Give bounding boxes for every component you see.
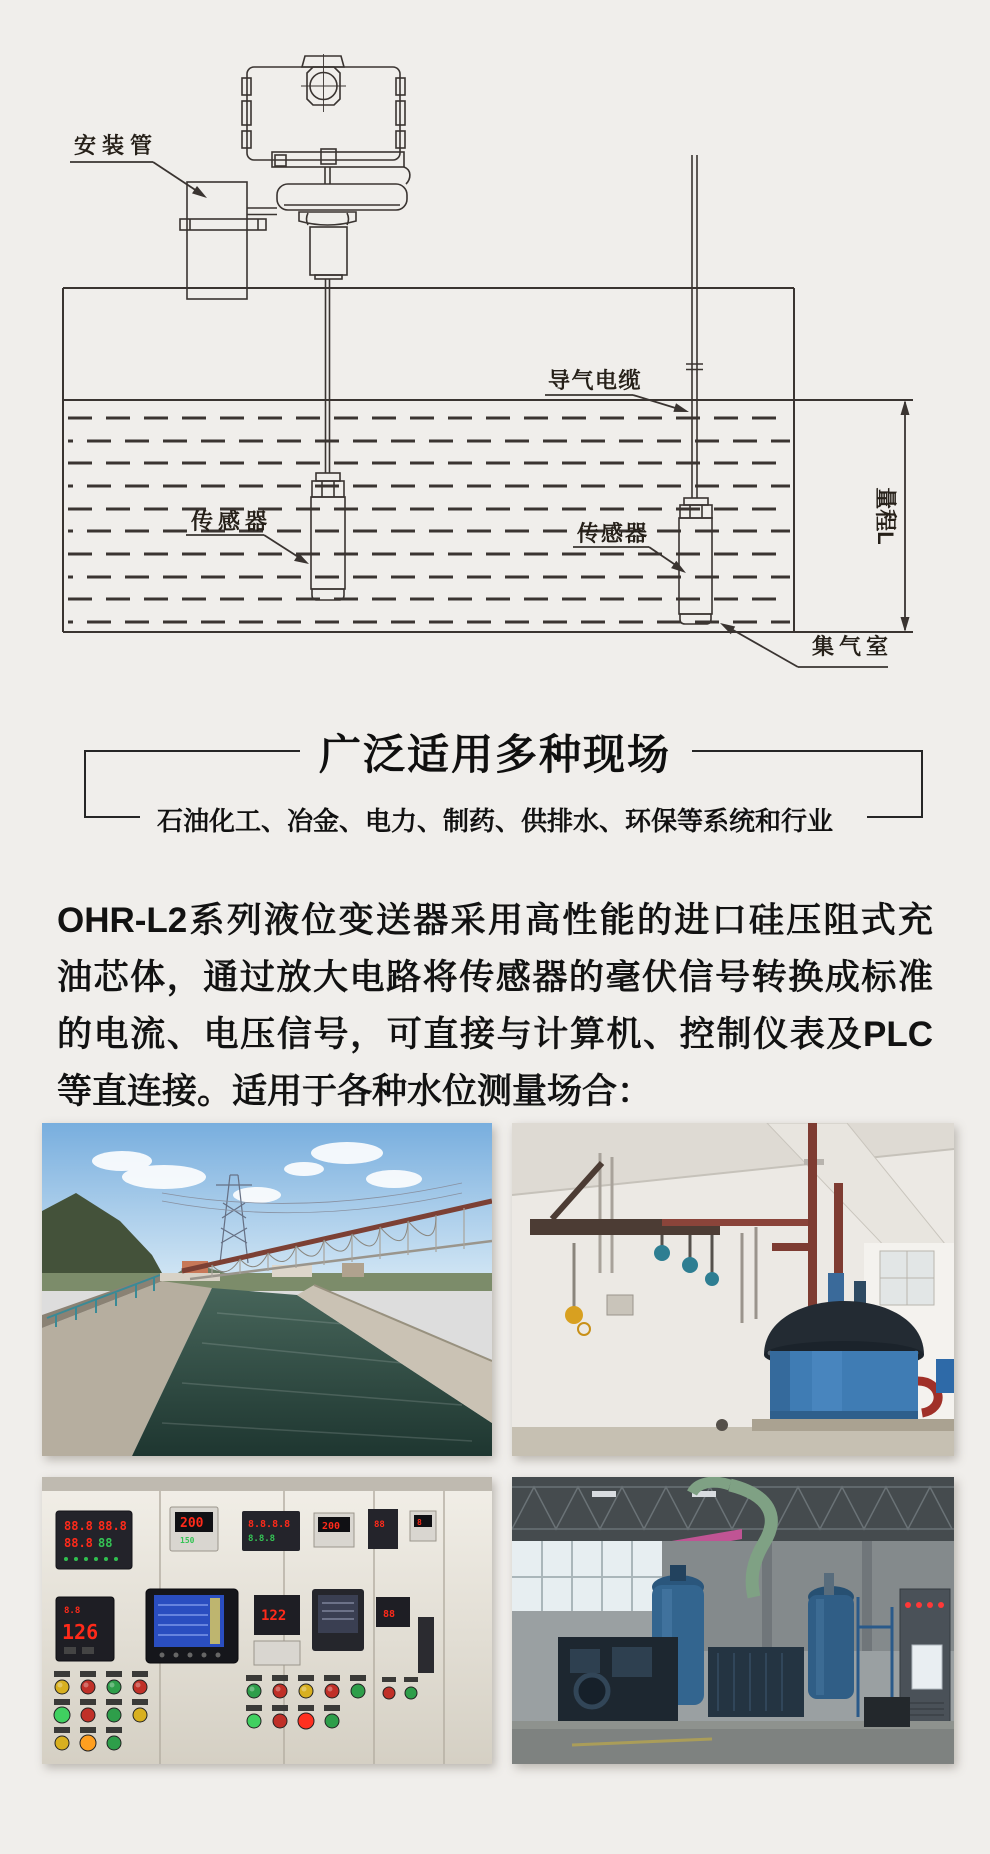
gas-chamber-callout: [720, 623, 893, 667]
product-description: [57, 892, 933, 1120]
led-readout: 88.8: [64, 1536, 93, 1550]
led-readout: 8.8: [64, 1606, 81, 1616]
section-subtitle: 石油化工、冶金、电力、制药、供排水、环保等系统和行业: [156, 806, 833, 836]
water-plant-illustration: [42, 1123, 492, 1456]
description-line: OHR-L2系列液位变送器采用高性能的进口硅压阻式充: [57, 901, 933, 940]
photo-water-plant: [42, 1123, 492, 1456]
range-label: 量程L: [873, 487, 898, 545]
description-line: 油芯体，通过放大电路将传感器的毫伏信号转换成标准: [57, 958, 933, 997]
led-readout: 88: [374, 1520, 385, 1530]
section-title: 广泛适用多种现场: [318, 731, 671, 778]
description-line: 等直连接。适用于各种水位测量场合：: [57, 1072, 653, 1111]
led-readout-200b: 200: [322, 1521, 341, 1532]
description-line: 的电流、电压信号，可直接与计算机、控制仪表及PLC: [57, 1015, 933, 1054]
led-readout: 8.8.8: [248, 1534, 276, 1544]
sensor-right-callout: [573, 521, 686, 573]
led-readout-200: 200: [180, 1516, 204, 1531]
air-cable-callout: [545, 368, 689, 412]
air-cable-label: 导气电缆: [548, 368, 643, 393]
control-panels-illustration: [42, 1477, 492, 1764]
sensor-left-drawing: [311, 473, 345, 600]
tank-drawing: [63, 288, 913, 632]
photo-control-panels: [42, 1477, 492, 1764]
photo-compressor-hall: [512, 1477, 954, 1764]
photo-reactor-room: [512, 1123, 954, 1456]
installation-diagram: [0, 0, 990, 700]
led-readout-122: 122: [261, 1608, 287, 1624]
led-readout: 88.8: [98, 1519, 127, 1533]
transmitter-drawing: [242, 54, 410, 473]
sensor-left-label: 传感器: [191, 509, 273, 534]
reactor-room-illustration: [512, 1123, 954, 1456]
led-readout-126: 126: [62, 1620, 99, 1644]
led-readout: 150: [180, 1536, 195, 1545]
title-line-right: [692, 750, 923, 752]
led-readout: 88: [98, 1536, 113, 1550]
led-readout: 8: [417, 1518, 422, 1527]
led-readout: 88: [383, 1609, 396, 1620]
mounting-pipe-drawing: [180, 182, 277, 299]
led-readout: 88.8: [64, 1519, 93, 1533]
compressor-hall-illustration: [512, 1477, 954, 1764]
sensor-left-callout: [186, 509, 309, 564]
water-dashes: [68, 418, 790, 622]
sensor-right-label: 传感器: [577, 521, 650, 546]
led-readout: 8.8.8.8: [248, 1519, 291, 1530]
mounting-pipe-label: 安装管: [74, 133, 159, 158]
gas-chamber-label: 集气室: [812, 634, 894, 659]
title-line-left: [84, 750, 300, 752]
range-dimension: [901, 400, 910, 632]
